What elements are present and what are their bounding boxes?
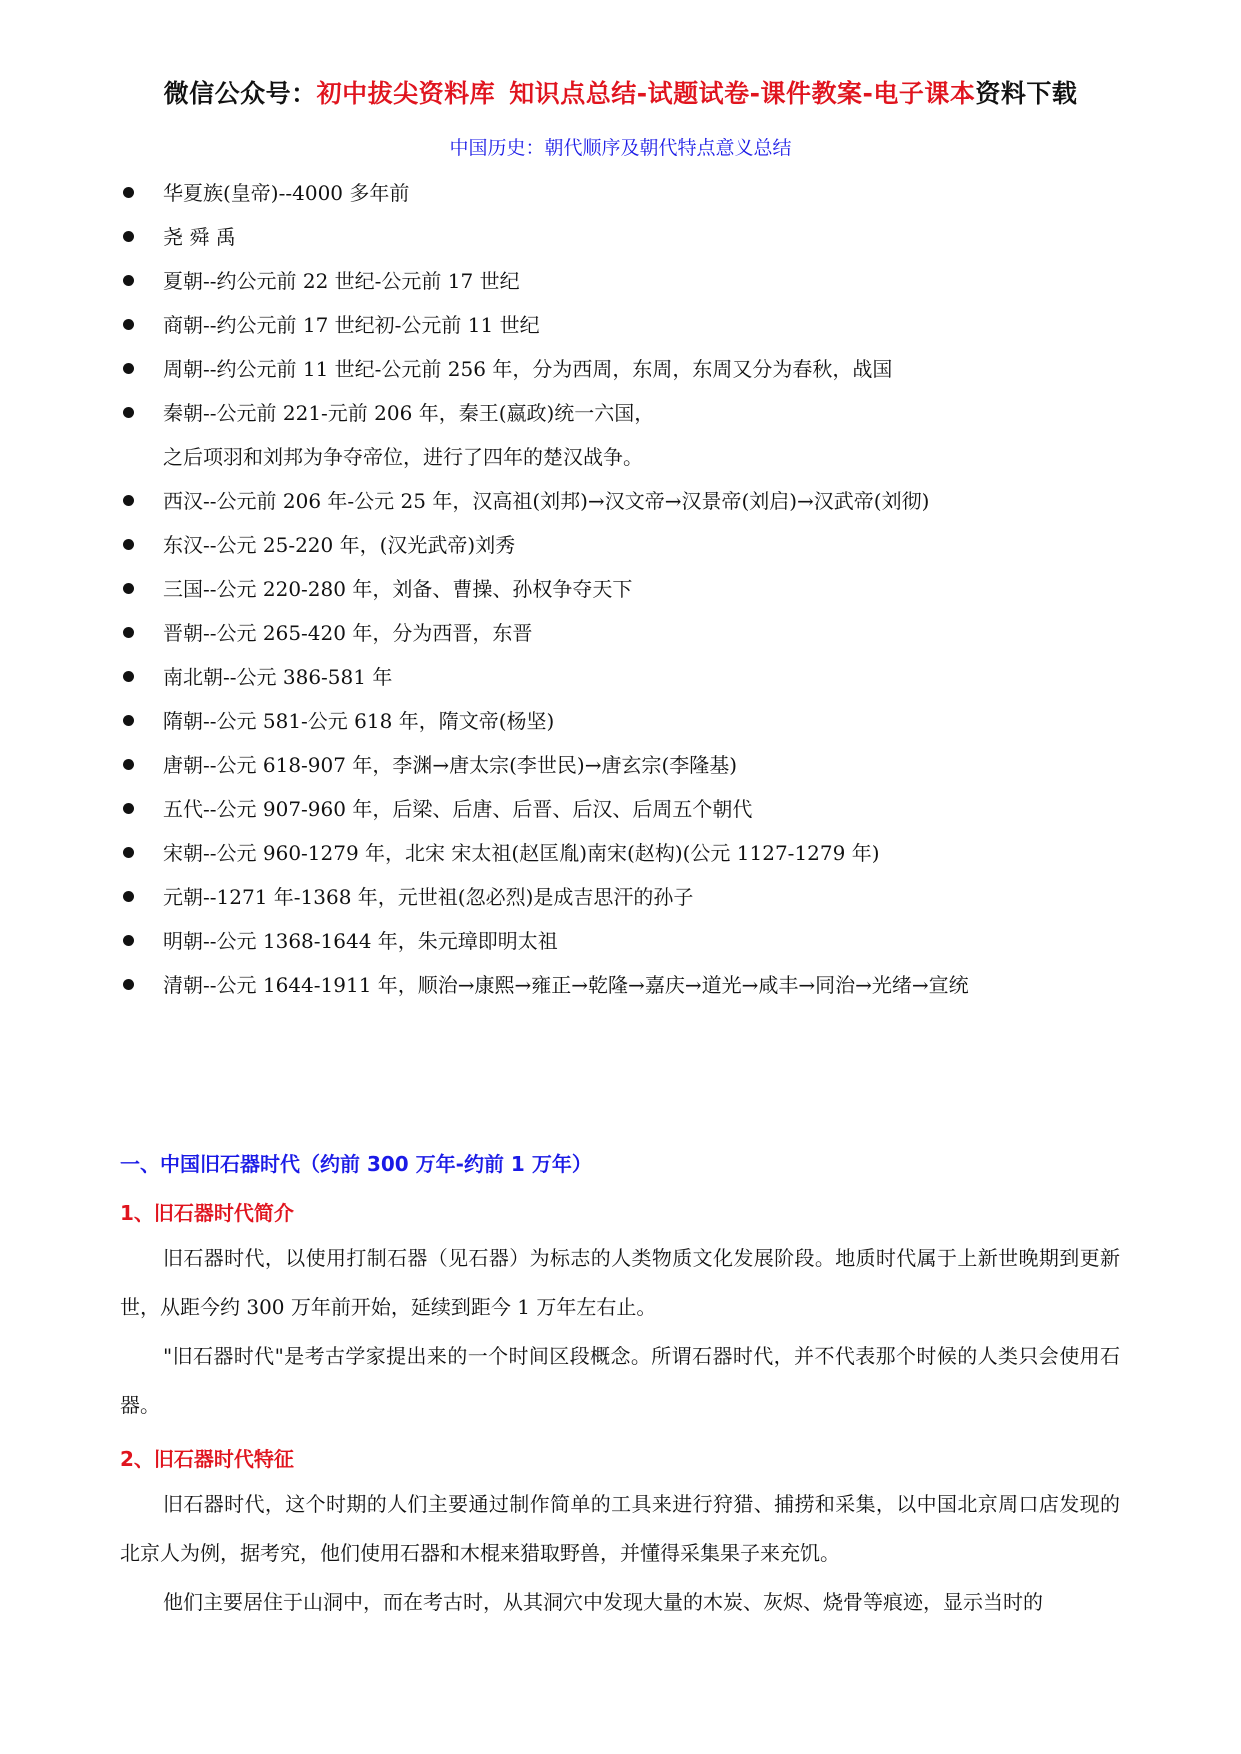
document-subtitle: 中国历史：朝代顺序及朝代特点意义总结 [449,137,792,159]
bullet-icon [123,891,134,902]
document-page: 微信公众号：初中拔尖资料库 知识点总结-试题试卷-课件教案-电子课本资料下载 中国历史：朝代顺序及朝代特点意义总结 华夏族(皇帝)--4000 多年前 尧 舜 禹 夏朝--约公元前 22 世纪-公元前 17 世纪 商朝--约公元前 17 世纪初-公元前 11 世纪 周朝--约公元前 11 世纪-公元前 256 年，分为西周，东周，东周又分为春秋，战国 秦朝--公元前 221-元前 206 年，秦王(嬴政)统一六国， 之后项羽和刘邦为争夺帝位，进行了四年的楚汉战争。 西汉--公元前 206 年-公元 25 年，汉高祖(刘邦)→汉文帝→汉景帝(刘启)→汉武帝(刘彻) 东汉--公元 25-220 年，(汉光武帝)刘秀 三国--公元 220-280 年，刘备、曹操、孙权争夺天下 晋朝--公元 265-420 年，分为西晋，东晋 南北朝--公元 386-581 年 隋朝--公元 581-公元 618 年，隋文帝(杨坚) 唐朝--公元 618-907 年，李渊→唐太宗(李世民)→唐玄宗(李隆基) 五代--公元 907-960 年，后梁、后唐、后晋、后汉、后周五个朝代 宋朝--公元 960-1279 年，北宋 宋太祖(赵匡胤)南宋(赵构)(公元 1127-1279 年) 元朝--1271 年-1368 年，元世祖(忽必烈)是成吉思汗的孙子 明朝--公元 1368-1644 年，朱元璋即明太祖 清朝--公元 1644-1911 年，顺治→康熙→雍正→乾隆→嘉庆→道光→咸丰→同治→光绪→宣统 一、中国旧石器时代（约前 300 万年-约前 1 万年） 1、旧石器时代简介 旧石器时代，以使用打制石器（见石器）为标志的人类物质文化发展阶段。地质时代属于上新世晚期到更新世，从距今约 300 万年前开始，延续到距今 1 万年左右止。 "旧石器时代"是考古学家提出来的一个时间区段概念。所谓石器时代，并不代表那个时候的人类只会使用石器。 2、旧石器时代特征 旧石器时代，这个时期的人们主要通过制作简单的工具来进行狩猎、捕捞和采集，以中国北京周口店发现的北京人为例，据考究，他们使用石器和木棍来猎取野兽，并懂得采集果子来充饥。 他们主要居住于山洞中，而在考古时，从其洞穴中发现大量的木炭、灰烬、烧骨等痕迹，显示当时的 [0,0,1241,1754]
bullet-icon [123,407,134,418]
paragraph: 他们主要居住于山洞中，而在考古时，从其洞穴中发现大量的木炭、灰烬、烧骨等痕迹，显示当时的 [163,1590,1043,1614]
bullet-icon [123,363,134,374]
section-heading: 一、中国旧石器时代（约前 300 万年-约前 1 万年） [120,1152,592,1176]
page-header [0,74,1241,110]
bullet-icon [123,935,134,946]
bullet-icon [123,275,134,286]
bullet-icon [123,803,134,814]
bullet-icon [123,231,134,242]
bullet-icon [123,495,134,506]
bullet-icon [123,583,134,594]
bullet-icon [123,759,134,770]
header-prefix: 微信公众号： [163,79,317,108]
subsection-heading: 1、旧石器时代简介 [120,1201,294,1225]
bullet-icon [123,319,134,330]
paragraph: 旧石器时代，这个时期的人们主要通过制作简单的工具来进行狩猎、捕捞和采集，以中国北京周口店发现的北京人为例，据考究，他们使用石器和木棍来猎取野兽，并懂得采集果子来充饥。 [120,1492,1120,1565]
bullet-icon [123,539,134,550]
bullet-icon [123,671,134,682]
header-suffix: 资料下载 [975,79,1078,108]
bullet-icon [123,187,134,198]
header-account: 初中拔尖资料库 [316,79,496,108]
header-topics: 知识点总结-试题试卷-课件教案-电子课本 [509,79,976,108]
subsection-heading: 2、旧石器时代特征 [120,1447,294,1471]
paragraph: "旧石器时代"是考古学家提出来的一个时间区段概念。所谓石器时代，并不代表那个时候的人类只会使用石器。 [120,1344,1120,1417]
bullet-icon [123,847,134,858]
bullet-icon [123,627,134,638]
bullet-icon [123,715,134,726]
paragraph: 旧石器时代，以使用打制石器（见石器）为标志的人类物质文化发展阶段。地质时代属于上新世晚期到更新世，从距今约 300 万年前开始，延续到距今 1 万年左右止。 [120,1246,1120,1319]
bullet-icon [123,979,134,990]
